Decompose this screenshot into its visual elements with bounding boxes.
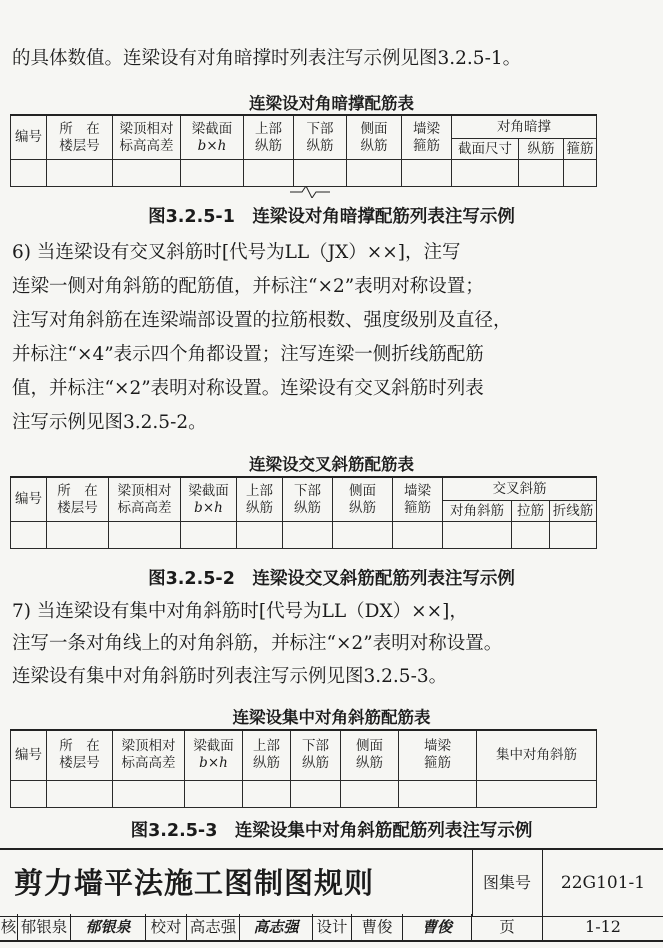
header-diagonal-brace: 对角暗撑 xyxy=(452,115,597,139)
reviewer-name: 郁银泉 xyxy=(18,914,71,940)
p6-line-3: 注写对角斜筋在连梁端部设置的拉筋根数、强度级别及直径， xyxy=(12,310,512,331)
header-cross-diagonal: 交叉斜筋 xyxy=(443,477,597,501)
header-bottom-bar: 下部 纵筋 xyxy=(294,115,347,160)
p7-line-3: 连梁设有集中对角斜筋时列表注写示例见图3.2.5-3。 xyxy=(12,666,448,687)
table3-title: 连梁设集中对角斜筋配筋表 xyxy=(232,708,431,727)
table3-caption: 图3.2.5-3 连梁设集中对角斜筋配筋列表注写示例 xyxy=(130,821,533,841)
header-height-diff: 梁顶相对 标高高差 xyxy=(113,115,181,160)
header-top-bar: 上部 纵筋 xyxy=(237,477,283,522)
header-section: 梁截面 b×h xyxy=(181,477,237,522)
header-sub-tie-bar: 拉筋 xyxy=(512,501,550,522)
header-sub-long-bar: 纵筋 xyxy=(519,139,564,160)
title-block-main xyxy=(0,848,473,917)
signature-row xyxy=(0,914,663,942)
header-sub-section-size: 截面尺寸 xyxy=(452,139,519,160)
header-height-diff: 梁顶相对 标高高差 xyxy=(109,477,181,522)
header-floor: 所 在 楼层号 xyxy=(47,730,113,780)
header-section: 梁截面 b×h xyxy=(181,115,244,160)
header-height-diff: 梁顶相对 标高高差 xyxy=(113,730,185,780)
checker-signature: 高志强 xyxy=(240,914,313,940)
checker-name: 高志强 xyxy=(187,914,240,940)
header-side-bar: 侧面 纵筋 xyxy=(341,730,399,780)
header-top-bar: 上部 纵筋 xyxy=(243,730,291,780)
header-no: 编号 xyxy=(11,477,47,522)
atlas-no-value: 22G101-1 xyxy=(543,848,663,917)
intro-paragraph: 的具体数值。连梁设有对角暗撑时列表注写示例见图3.2.5-1。 xyxy=(12,48,522,69)
table2-caption: 图3.2.5-2 连梁设交叉斜筋配筋列表注写示例 xyxy=(148,569,515,589)
header-stirrup: 墙梁 箍筋 xyxy=(393,477,443,522)
header-bottom-bar: 下部 纵筋 xyxy=(283,477,333,522)
page-label: 页 xyxy=(472,914,543,940)
header-floor: 所 在 楼层号 xyxy=(47,477,109,522)
table3 xyxy=(10,729,597,808)
reviewer-signature: 郁银泉 xyxy=(71,914,146,940)
header-top-bar: 上部 纵筋 xyxy=(244,115,294,160)
p6-line-5: 值，并标注“×2”表明对称设置。连梁设有交叉斜筋时列表 xyxy=(12,378,484,399)
break-mark xyxy=(290,186,330,198)
header-sub-stirrup: 箍筋 xyxy=(564,139,597,160)
header-stirrup: 墙梁 箍筋 xyxy=(399,730,477,780)
atlas-title: 剪力墙平法施工图制图规则 xyxy=(14,866,375,900)
header-no: 编号 xyxy=(11,730,47,780)
atlas-no-label: 图集号 xyxy=(472,848,543,917)
header-no: 编号 xyxy=(11,115,47,160)
table2-title: 连梁设交叉斜筋配筋表 xyxy=(249,455,414,474)
p6-line-6: 注写示例见图3.2.5-2。 xyxy=(12,412,207,433)
review-label: 核 xyxy=(0,914,18,940)
table1-title: 连梁设对角暗撑配筋表 xyxy=(249,94,414,113)
header-stirrup: 墙梁 箍筋 xyxy=(402,115,452,160)
header-sub-diagonal-bar: 对角斜筋 xyxy=(443,501,512,522)
designer-signature: 曹俊 xyxy=(403,914,472,940)
check-label: 校对 xyxy=(146,914,187,940)
p6-line-4: 并标注“×4”表示四个角都设置；注写连梁一侧折线筋配筋 xyxy=(12,344,484,365)
header-side-bar: 侧面 纵筋 xyxy=(347,115,402,160)
table1 xyxy=(10,114,597,187)
header-floor: 所 在 楼层号 xyxy=(47,115,113,160)
table1-caption: 图3.2.5-1 连梁设对角暗撑配筋列表注写示例 xyxy=(148,207,515,227)
p7-line-1: 7) 当连梁设有集中对角斜筋时[代号为LL（DX）××]， xyxy=(12,601,468,622)
table2 xyxy=(10,476,597,549)
p6-line-2: 连梁一侧对角斜筋的配筋值，并标注“×2”表明对称设置； xyxy=(12,276,484,297)
designer-name: 曹俊 xyxy=(352,914,403,940)
header-bottom-bar: 下部 纵筋 xyxy=(291,730,341,780)
page-number: 1-12 xyxy=(585,917,621,936)
header-section: 梁截面 b×h xyxy=(185,730,243,780)
p6-line-1: 6) 当连梁设有交叉斜筋时[代号为LL（JX）××]，注写 xyxy=(12,242,461,263)
header-sub-bent-bar: 折线筋 xyxy=(550,501,597,522)
p7-line-2: 注写一条对角线上的对角斜筋，并标注“×2”表明对称设置。 xyxy=(12,633,503,654)
header-concentrated-diagonal: 集中对角斜筋 xyxy=(477,730,597,780)
design-label: 设计 xyxy=(313,914,352,940)
title-block xyxy=(0,844,663,944)
header-side-bar: 侧面 纵筋 xyxy=(333,477,393,522)
